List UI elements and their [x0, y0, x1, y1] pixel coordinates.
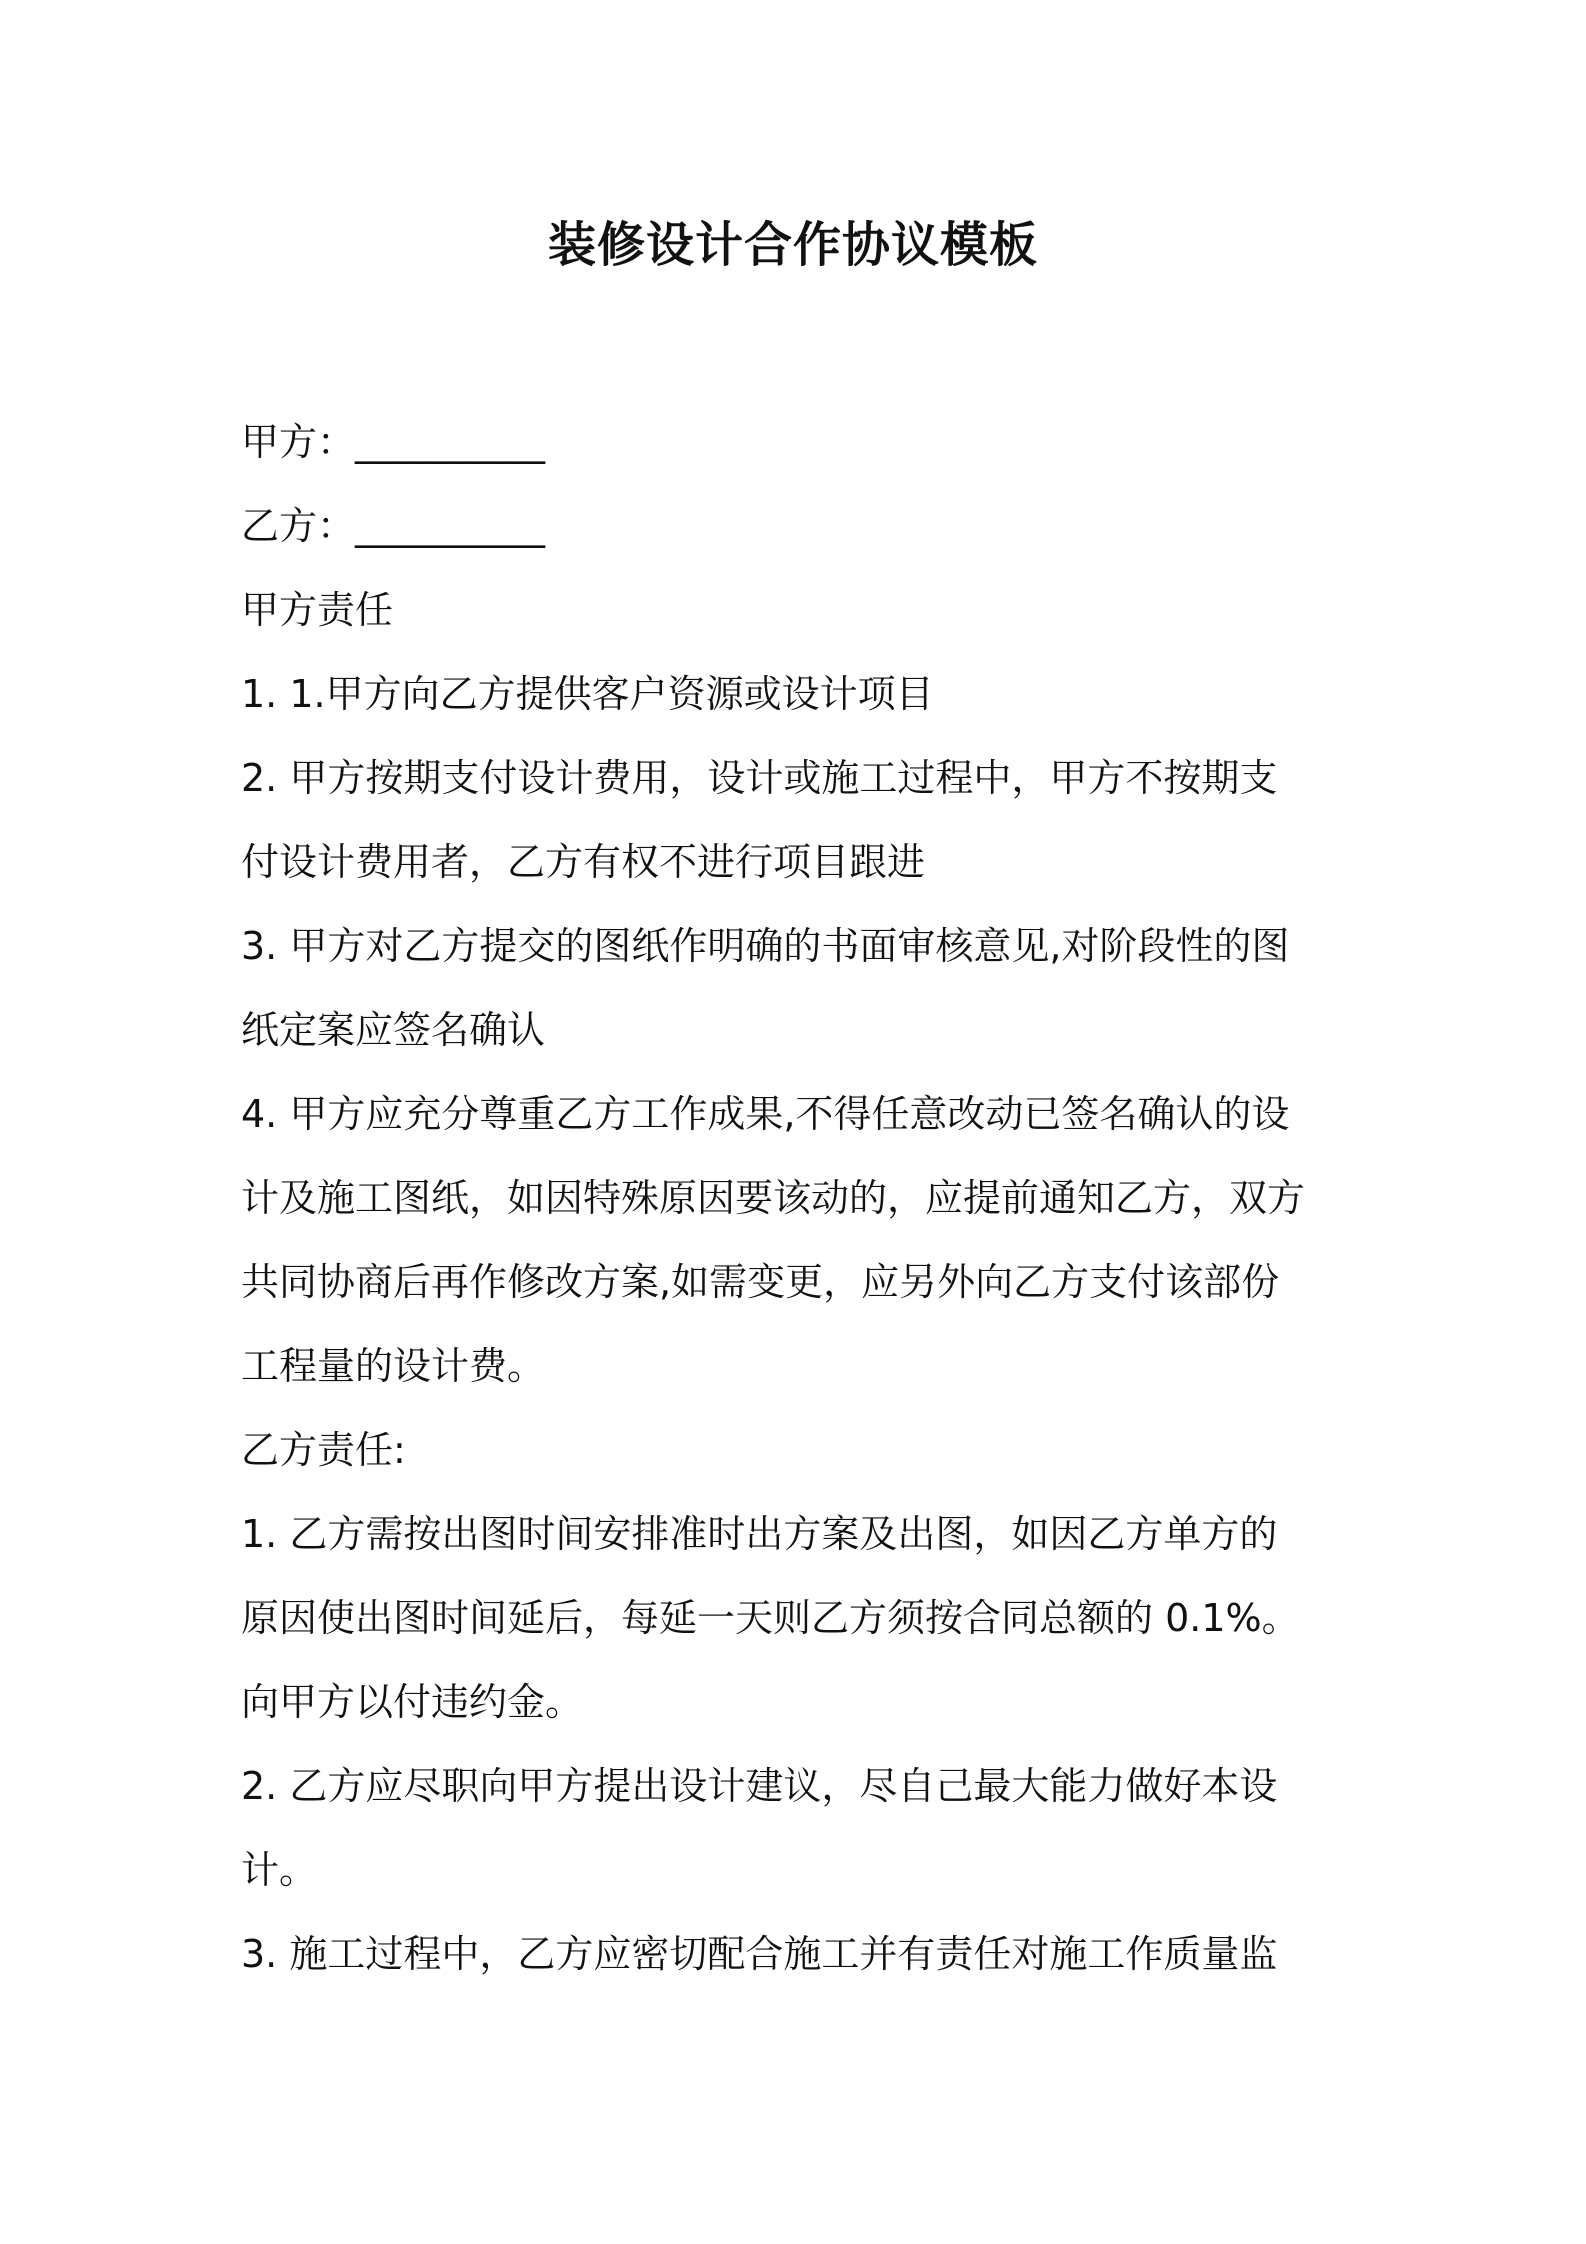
party-b-duty-2-line-2: 计。 — [241, 1848, 318, 1892]
party-a-duties-heading: 甲方责任 — [241, 588, 394, 632]
party-a-duty-3-line-2: 纸定案应签名确认 — [241, 1008, 546, 1052]
party-b-duties-heading: 乙方责任: — [241, 1428, 406, 1472]
party-a-duty-4-line-4: 工程量的设计费。 — [241, 1344, 546, 1388]
party-b-duty-2-line-1: 2. 乙方应尽职向甲方提出设计建议，尽自己最大能力做好本设 — [241, 1764, 1278, 1808]
document-body — [241, 400, 1361, 1996]
document-title: 装修设计合作协议模板 — [547, 217, 1038, 273]
party-a-duty-1: 1. 1.甲方向乙方提供客户资源或设计项目 — [241, 672, 934, 716]
party-a-duty-3-line-1: 3. 甲方对乙方提交的图纸作明确的书面审核意见,对阶段性的图 — [241, 924, 1290, 968]
party-b-line: 乙方：__________ — [241, 504, 546, 548]
party-a-duty-4-line-1: 4. 甲方应充分尊重乙方工作成果,不得任意改动已签名确认的设 — [241, 1092, 1290, 1136]
party-b-duty-1-line-1: 1. 乙方需按出图时间安排准时出方案及出图，如因乙方单方的 — [241, 1512, 1278, 1556]
party-b-duty-1-line-3: 向甲方以付违约金。 — [241, 1680, 584, 1724]
party-b-duty-1-line-2: 原因使出图时间延后，每延一天则乙方须按合同总额的 0.1%。 — [241, 1596, 1300, 1640]
party-b-duty-3-line-1: 3. 施工过程中，乙方应密切配合施工并有责任对施工作质量监 — [241, 1932, 1278, 1976]
party-a-line: 甲方：__________ — [241, 420, 546, 464]
party-a-duty-2-line-2: 付设计费用者，乙方有权不进行项目跟进 — [241, 840, 926, 884]
party-a-duty-2-line-1: 2. 甲方按期支付设计费用，设计或施工过程中，甲方不按期支 — [241, 756, 1278, 800]
party-a-duty-4-line-3: 共同协商后再作修改方案,如需变更，应另外向乙方支付该部份 — [241, 1260, 1280, 1304]
party-a-duty-4-line-2: 计及施工图纸，如因特殊原因要该动的，应提前通知乙方，双方 — [241, 1176, 1306, 1220]
